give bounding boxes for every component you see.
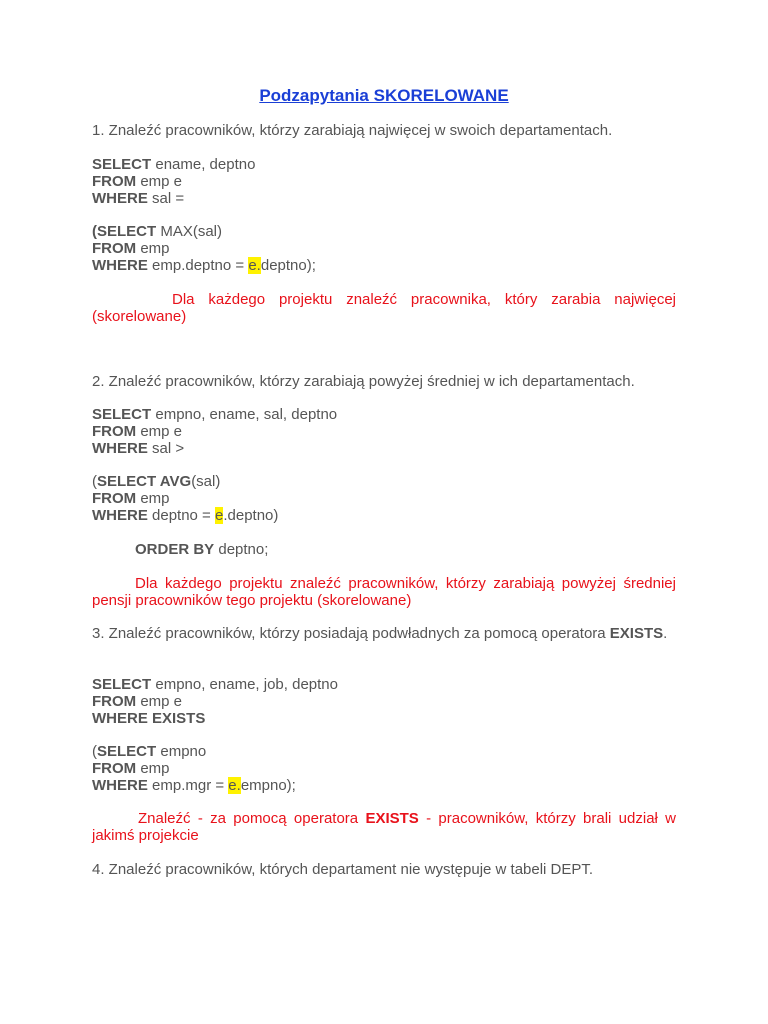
sql-text: deptno); [260,257,316,274]
sql-keyword: FROM [92,693,137,710]
sql-keyword: WHERE EXISTS [92,710,206,727]
task-text: 3. Znaleźć pracowników, którzy posiadają podwładnych za pomocą operatora [92,625,606,642]
sql-line [92,440,184,457]
task-3 [92,625,676,642]
sql-line [92,676,338,693]
sql-text: emp [136,240,170,257]
task-4: 4. Znaleźć pracowników, których departament nie występuje w tabeli DEPT. [92,861,594,878]
sql-text: empno, ename, job, deptno [151,676,338,693]
highlighted-alias: e [215,507,224,524]
sql-text: empno [156,743,207,760]
sql-text: MAX(sal) [156,223,223,240]
sql-text: deptno; [214,541,269,558]
sql-keyword: FROM [92,423,137,440]
task-1: 1. Znaleźć pracowników, którzy zarabiają najwięcej w swoich departamentach. [92,122,613,139]
sql-line [92,257,316,274]
sql-line [92,406,337,423]
sql-keyword: FROM [92,490,137,507]
sql-keyword: SELECT AVG [97,473,192,490]
exercise-note-2: Dla każdego projektu znaleźć pracowników, którzy zarabiają powyżej średniej pensji pracowników tego projektu (skorelowane) [92,575,676,609]
sql-text: ( [92,743,97,760]
sql-line [92,223,222,240]
sql-text: ename, deptno [151,156,256,173]
sql-keyword: SELECT [92,676,152,693]
sql-text: emp e [136,693,183,710]
sql-text: .deptno) [223,507,279,524]
sql-keyword: FROM [92,760,137,777]
task-keyword: EXISTS [609,625,664,642]
sql-keyword: (SELECT [92,223,157,240]
sql-text: emp [136,760,170,777]
sql-line [92,173,182,190]
sql-text: emp e [136,423,183,440]
sql-keyword: SELECT [92,406,152,423]
page-title: Podzapytania SKORELOWANE [259,86,509,105]
sql-keyword: FROM [92,240,137,257]
sql-text: (sal) [191,473,221,490]
sql-line [92,423,182,440]
sql-keyword: FROM [92,173,137,190]
sql-text: empno); [240,777,296,794]
sql-keyword: WHERE [92,440,148,457]
sql-text: emp [136,490,170,507]
sql-text: ( [92,473,97,490]
exercise-note-3 [92,810,676,844]
note-text: Znaleźć - za pomocą operatora [138,810,366,827]
task-text: . [663,625,668,642]
note-keyword: EXISTS [365,810,419,827]
sql-line [92,777,296,794]
sql-line [92,507,278,524]
sql-line [92,490,170,507]
exercise-note-1: Dla każdego projektu znaleźć pracownika, który zarabia najwięcej (skorelowane) [92,291,676,325]
highlighted-alias: e. [248,257,261,274]
sql-keyword: SELECT [97,743,157,760]
sql-line [92,743,206,760]
task-2: 2. Znaleźć pracowników, którzy zarabiają powyżej średniej w ich departamentach. [92,373,635,390]
sql-line [92,240,170,257]
sql-text: emp.deptno = [147,257,249,274]
sql-line [92,156,255,173]
sql-keyword: WHERE [92,777,148,794]
sql-line [92,190,184,207]
sql-line [92,693,182,710]
sql-keyword: WHERE [92,507,148,524]
sql-line [92,710,205,727]
sql-text: sal > [147,440,185,457]
sql-text: empno, ename, sal, deptno [151,406,338,423]
note-text: - pracowników, którzy brali udział w jakimś projekcie [92,810,676,844]
sql-text: sal = [147,190,185,207]
sql-keyword: WHERE [92,190,148,207]
sql-text: emp.mgr = [147,777,229,794]
sql-keyword: ORDER BY [135,541,215,558]
highlighted-alias: e. [228,777,241,794]
sql-line [92,473,220,490]
sql-text: deptno = [147,507,215,524]
sql-keyword: SELECT [92,156,152,173]
sql-keyword: WHERE [92,257,148,274]
sql-text: emp e [136,173,183,190]
sql-line [135,541,268,558]
sql-line [92,760,170,777]
